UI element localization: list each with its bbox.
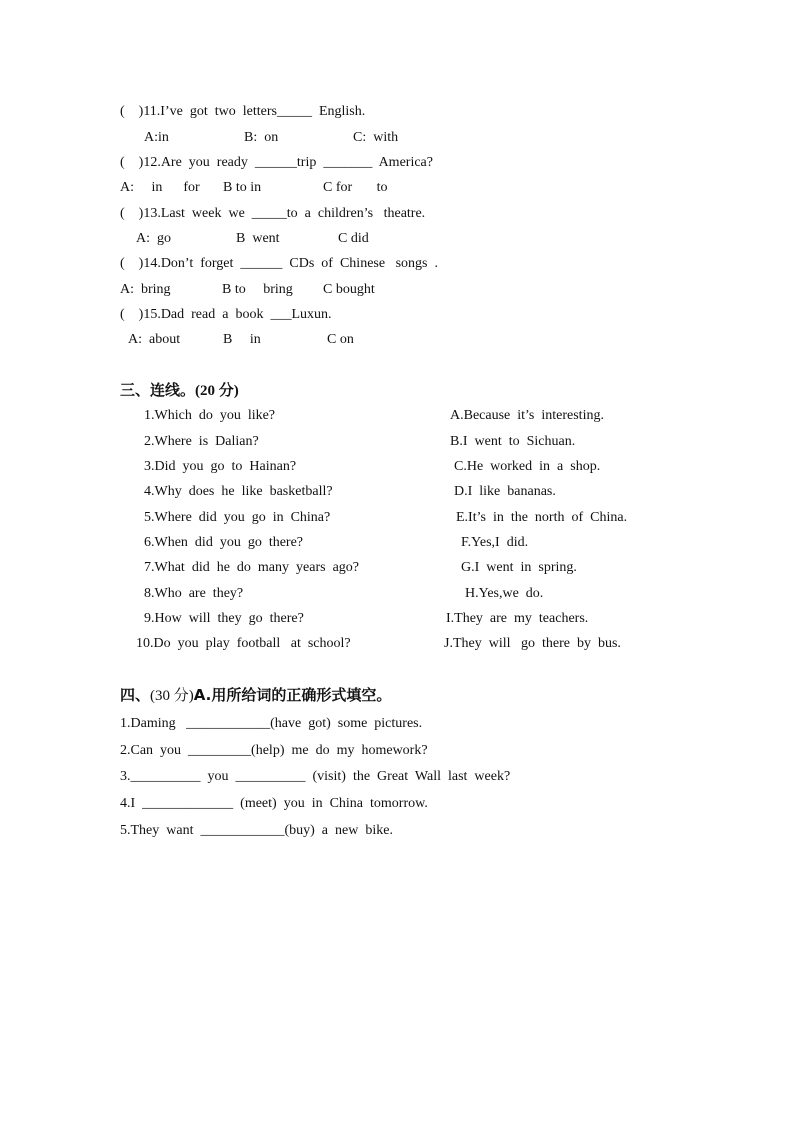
- matching-heading-label: 三、连线。: [120, 381, 196, 399]
- question-15-option-c: C on: [327, 332, 354, 347]
- question-13-option-a: A: go: [136, 231, 171, 246]
- match-right-h: H.Yes,we do.: [465, 586, 544, 601]
- match-right-g: G.I went in spring.: [461, 560, 577, 575]
- fill-in-item-1: 1.Daming ____________(have got) some pictures.: [120, 716, 423, 731]
- match-left-10: 10.Do you play football at school?: [136, 636, 351, 651]
- question-11-option-a: A:in: [144, 130, 169, 145]
- question-13-stem: ( )13.Last week we _____to a children’s theatre.: [120, 206, 426, 221]
- match-left-9: 9.How will they go there?: [144, 611, 304, 626]
- matching-heading-score: (20 分): [195, 383, 239, 399]
- match-left-5: 5.Where did you go in China?: [144, 510, 331, 525]
- match-left-7: 7.What did he do many years ago?: [144, 560, 359, 575]
- fill-in-item-2: 2.Can you _________(help) me do my homework?: [120, 743, 428, 758]
- fill-in-item-3: 3.__________ you __________ (visit) the Great Wall last week?: [120, 769, 511, 784]
- match-left-6: 6.When did you go there?: [144, 535, 304, 550]
- match-left-2: 2.Where is Dalian?: [144, 434, 259, 449]
- match-right-c: C.He worked in a shop.: [454, 459, 601, 474]
- question-15-option-b: B in: [223, 332, 261, 347]
- match-right-e: E.It’s in the north of China.: [456, 510, 628, 525]
- match-right-d: D.I like bananas.: [454, 484, 556, 499]
- question-12-option-b: B to in: [223, 180, 262, 195]
- question-12-option-c: C for to: [323, 180, 388, 195]
- match-right-i: I.They are my teachers.: [446, 611, 589, 626]
- fill-in-heading-label: 四、: [120, 686, 151, 704]
- question-12-stem: ( )12.Are you ready ______trip _______ America?: [120, 155, 433, 170]
- fill-in-heading-score: (30 分): [150, 688, 194, 704]
- question-13-option-c: C did: [338, 231, 369, 246]
- fill-in-item-5: 5.They want ____________(buy) a new bike.: [120, 823, 393, 838]
- question-11-option-b: B: on: [244, 130, 279, 145]
- matching-heading: [120, 380, 239, 401]
- match-right-f: F.Yes,I did.: [461, 535, 529, 550]
- fill-in-heading-instruction: A.用所给词的正确形式填空。: [193, 686, 392, 704]
- match-right-a: A.Because it’s interesting.: [450, 408, 604, 423]
- question-12-option-a: A: in for: [120, 180, 200, 195]
- question-11-option-c: C: with: [353, 130, 399, 145]
- question-15-option-a: A: about: [128, 332, 181, 347]
- question-15-stem: ( )15.Dad read a book ___Luxun.: [120, 307, 332, 322]
- question-14-option-b: B to bring: [222, 282, 293, 297]
- question-14-option-c: C bought: [323, 282, 375, 297]
- fill-in-item-4: 4.I _____________ (meet) you in China tomorrow.: [120, 796, 428, 811]
- question-13-option-b: B went: [236, 231, 280, 246]
- match-right-b: B.I went to Sichuan.: [450, 434, 576, 449]
- question-11-stem: ( )11.I’ve got two letters_____ English.: [120, 104, 366, 119]
- question-14-option-a: A: bring: [120, 282, 171, 297]
- match-left-3: 3.Did you go to Hainan?: [144, 459, 297, 474]
- match-left-4: 4.Why does he like basketball?: [144, 484, 333, 499]
- question-14-stem: ( )14.Don’t forget ______ CDs of Chinese songs .: [120, 256, 438, 271]
- match-left-8: 8.Who are they?: [144, 586, 244, 601]
- fill-in-heading: [120, 685, 391, 706]
- match-right-j: J.They will go there by bus.: [444, 636, 621, 651]
- match-left-1: 1.Which do you like?: [144, 408, 276, 423]
